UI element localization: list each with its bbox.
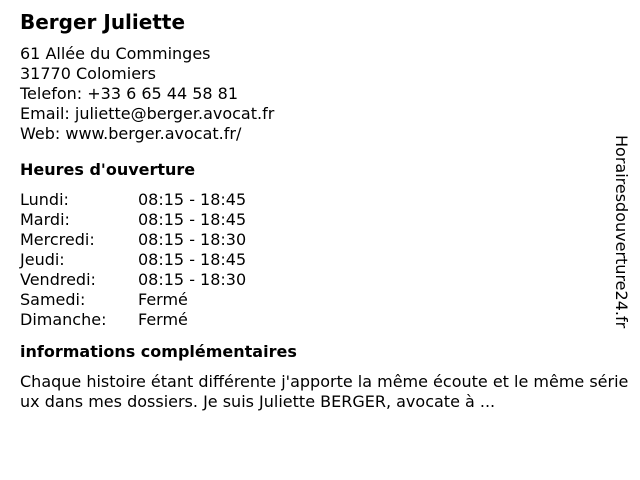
hours-time: 08:15 - 18:45 [138,190,247,209]
opening-hours-table [20,190,620,330]
hours-row [20,310,620,330]
site-watermark: Horairesdouverture24.fr [612,135,631,329]
hours-time: 08:15 - 18:30 [138,230,247,249]
city-postal: 31770 Colomiers [20,64,156,83]
hours-time: 08:15 - 18:30 [138,270,247,289]
hours-day: Lundi: [20,190,69,209]
hours-time: 08:15 - 18:45 [138,210,247,229]
additional-info-text: Chaque histoire étant différente j'apporte la même écoute et le même sérieux dans mes dossiers. Je suis Juliette BERGER, avocate à ... [20,372,629,411]
email-line[interactable]: Email: juliette@berger.avocat.fr [20,104,275,123]
additional-info-title: informations complémentaires [20,342,297,361]
hours-day: Vendredi: [20,270,96,289]
hours-day: Samedi: [20,290,86,309]
hours-row [20,270,620,290]
contact-block [20,44,620,144]
phone-line[interactable]: Telefon: +33 6 65 44 58 81 [20,84,239,103]
hours-day: Jeudi: [20,250,65,269]
web-line[interactable]: Web: www.berger.avocat.fr/ [20,124,242,143]
hours-time: Fermé [138,290,188,309]
hours-day: Dimanche: [20,310,107,329]
hours-row [20,290,620,310]
hours-row [20,190,620,210]
hours-day: Mardi: [20,210,70,229]
hours-row [20,250,620,270]
hours-row [20,210,620,230]
hours-day: Mercredi: [20,230,95,249]
hours-time: 08:15 - 18:45 [138,250,247,269]
opening-hours-title: Heures d'ouverture [20,160,196,179]
hours-row [20,230,620,250]
hours-time: Fermé [138,310,188,329]
street-address: 61 Allée du Comminges [20,44,211,63]
business-name: Berger Juliette [20,10,186,34]
